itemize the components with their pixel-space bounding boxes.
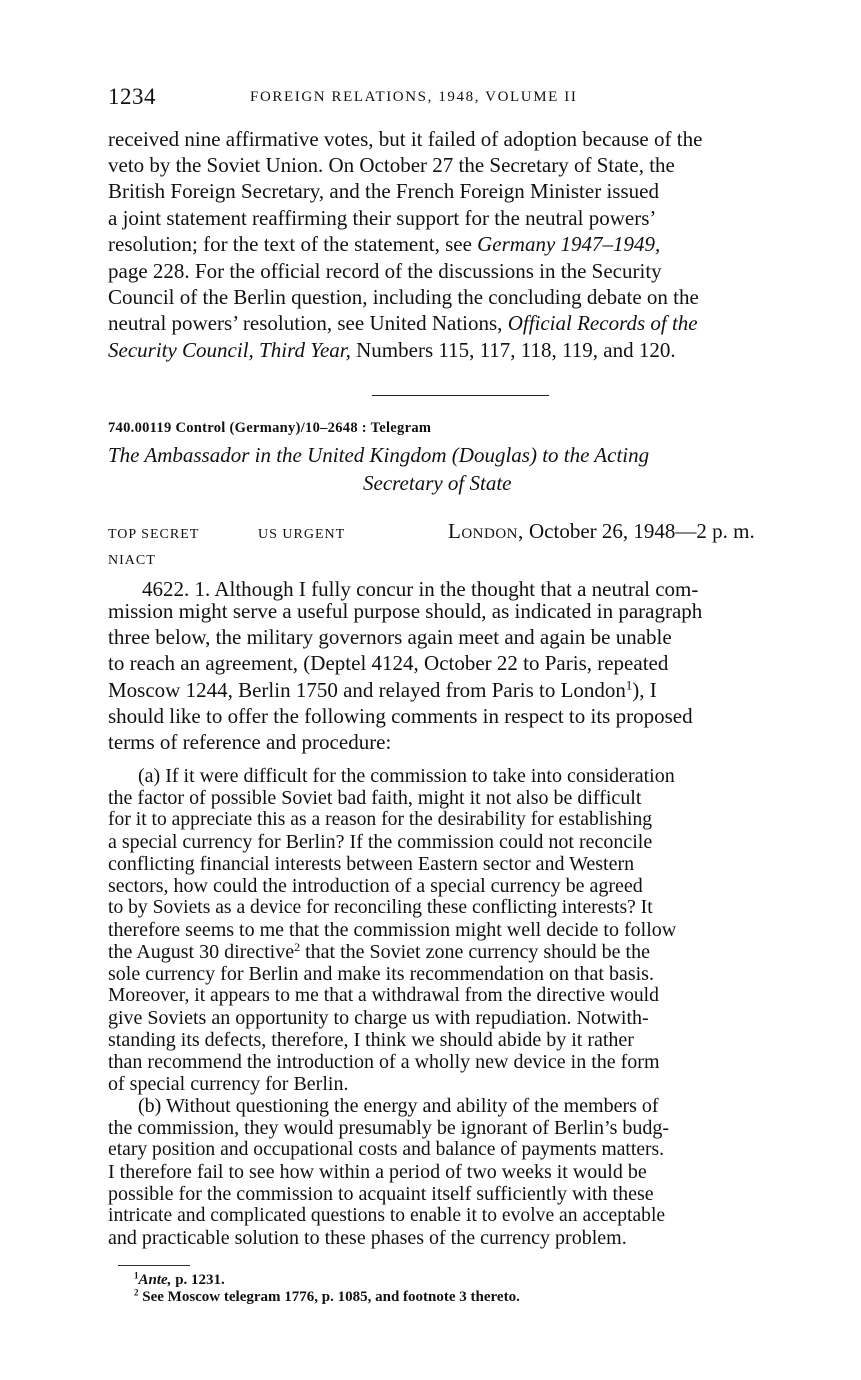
text-span: Numbers 115, 117, 118, 119, and 120. bbox=[356, 338, 676, 362]
routing-label: NIACT bbox=[108, 553, 156, 568]
file-number: 740.00119 Control (Germany)/10–2648 : Telegram bbox=[108, 420, 432, 436]
text-span: neutral powers’ resolution, see United Nations, bbox=[108, 311, 503, 335]
text-line: I therefore fail to see how within a period of two weeks it would be bbox=[108, 1161, 647, 1183]
text-span: resolution; for the text of the statement, see bbox=[108, 232, 472, 256]
dateline bbox=[448, 521, 755, 542]
document-title-continued: Secretary of State bbox=[363, 471, 512, 495]
italic-citation: Official Records of the bbox=[507, 311, 698, 335]
text-line: the factor of possible Soviet bad faith, might it not also be difficult bbox=[108, 787, 642, 809]
text-line: for it to appreciate this as a reason for the desirability for establishing bbox=[108, 809, 653, 830]
section-divider bbox=[372, 395, 549, 396]
text-line: therefore seems to me that the commission might well decide to follow bbox=[108, 919, 677, 941]
text-line: (b) Without questioning the energy and ability of the members of bbox=[138, 1095, 659, 1117]
text-line: give Soviets an opportunity to charge us with repudiation. Notwith- bbox=[108, 1007, 649, 1029]
text-line: received nine affirmative votes, but it failed of adoption because of the bbox=[108, 127, 703, 151]
text-line: to by Soviets as a device for reconciling these conflicting interests? It bbox=[108, 897, 653, 918]
footnote bbox=[134, 1270, 225, 1288]
text-line: terms of reference and procedure: bbox=[108, 730, 392, 754]
text-line: intricate and complicated questions to enable it to evolve an acceptable bbox=[108, 1205, 666, 1226]
text-line: British Foreign Secretary, and the French Foreign Minister issued bbox=[108, 179, 659, 203]
page-number: 1234 bbox=[108, 84, 156, 109]
text-line: Moreover, it appears to me that a withdrawal from the directive would bbox=[108, 985, 659, 1006]
text-line bbox=[108, 680, 657, 701]
document-title: The Ambassador in the United Kingdom (Douglas) to the Acting bbox=[108, 443, 650, 467]
footnote-text: p. 1231. bbox=[175, 1272, 225, 1288]
text-line: to reach an agreement, (Deptel 4124, October 22 to Paris, repeated bbox=[108, 651, 669, 675]
priority-label: US URGENT bbox=[258, 527, 346, 542]
dateline-city: London, bbox=[448, 519, 524, 543]
text-line bbox=[108, 340, 676, 361]
text-line: a joint statement reaffirming their support for the neutral powers’ bbox=[108, 206, 657, 230]
text-line: standing its defects, therefore, I think we should abide by it rather bbox=[108, 1029, 634, 1051]
text-line: sectors, how could the introduction of a special currency be agreed bbox=[108, 875, 643, 897]
italic-citation: Germany 1947–1949, bbox=[477, 232, 661, 256]
text-span: Moscow 1244, Berlin 1750 and relayed from Paris to London bbox=[108, 678, 626, 702]
text-line: veto by the Soviet Union. On October 27 the Secretary of State, the bbox=[108, 153, 675, 177]
footnote-italic: Ante, bbox=[138, 1272, 172, 1288]
footnote bbox=[134, 1287, 520, 1305]
footnote-divider bbox=[118, 1265, 190, 1266]
footnote-ref: 2 bbox=[294, 939, 301, 954]
text-line: etary position and occupational costs and balance of payments matters. bbox=[108, 1139, 665, 1160]
footnote-mark: 2 bbox=[134, 1287, 139, 1298]
running-header bbox=[108, 84, 798, 114]
footnote-text: See Moscow telegram 1776, p. 1085, and footnote 3 thereto. bbox=[142, 1289, 520, 1305]
text-line: a special currency for Berlin? If the commission could not reconcile bbox=[108, 831, 653, 853]
text-line: 4622. 1. Although I fully concur in the thought that a neutral com- bbox=[142, 577, 699, 601]
running-title: FOREIGN RELATIONS, 1948, VOLUME II bbox=[250, 89, 578, 105]
text-line: sole currency for Berlin and make its recommendation on that basis. bbox=[108, 963, 654, 985]
footnote-mark: 1 bbox=[134, 1270, 139, 1281]
text-line bbox=[108, 313, 698, 334]
text-line: mission might serve a useful purpose should, as indicated in paragraph bbox=[108, 599, 703, 623]
text-span: that the Soviet zone currency should be the bbox=[305, 941, 650, 963]
dateline-date: October 26, 1948—2 p. m. bbox=[529, 519, 755, 543]
text-line bbox=[108, 939, 650, 963]
text-span: ), I bbox=[632, 678, 657, 702]
text-line: of special currency for Berlin. bbox=[108, 1073, 349, 1095]
text-line: the commission, they would presumably be ignorant of Berlin’s budg- bbox=[108, 1117, 670, 1139]
classification-label: TOP SECRET bbox=[108, 527, 200, 542]
text-line: than recommend the introduction of a wholly new device in the form bbox=[108, 1051, 660, 1073]
text-line: and practicable solution to these phases of the currency problem. bbox=[108, 1227, 627, 1249]
text-line: conflicting financial interests between Eastern sector and Western bbox=[108, 853, 635, 875]
text-line: possible for the commission to acquaint itself sufficiently with these bbox=[108, 1183, 654, 1205]
text-line: (a) If it were difficult for the commission to take into consideration bbox=[138, 765, 675, 787]
footnote-ref: 1 bbox=[625, 678, 633, 693]
text-line: page 228. For the official record of the discussions in the Security bbox=[108, 259, 662, 283]
text-line: Council of the Berlin question, including the concluding debate on the bbox=[108, 285, 699, 309]
italic-citation: Security Council, Third Year, bbox=[108, 338, 351, 362]
text-span: the August 30 directive bbox=[108, 941, 295, 963]
text-line bbox=[108, 234, 660, 255]
text-line: should like to offer the following comments in respect to its proposed bbox=[108, 704, 693, 728]
text-line: three below, the military governors again meet and again be unable bbox=[108, 625, 672, 649]
